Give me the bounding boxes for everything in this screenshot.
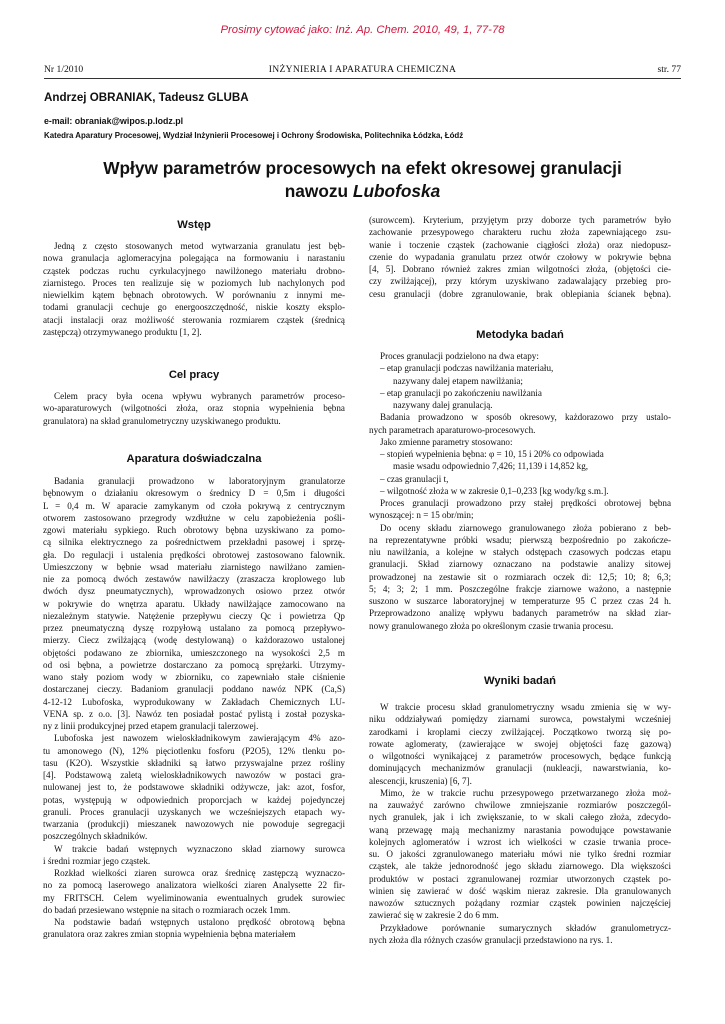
- header-rule: [44, 78, 681, 79]
- text-line: cesu granulacji (dobre zgranulowanie, brak oblepiania ścianek bębna).: [369, 288, 671, 299]
- text-line: my FRITSCH. Celem wyeliminowania ewentualnych grudek surowiec: [43, 892, 345, 903]
- text-line: tasu (K2O). Wszystkie składniki są łatwo przyswajalne przez rośliny: [43, 757, 345, 768]
- heading-wstep: Wstęp: [177, 219, 211, 231]
- text-line: masie wsadu odpowiednio 7,426; 11,139 i 14,852 kg,: [393, 461, 589, 472]
- text-line: Celem pracy była ocena wpływu wybranych parametrów proceso-: [54, 391, 345, 401]
- text-line: o wilgotności wynikającej z parametrów procesowych, będące funkcją: [369, 751, 671, 761]
- text-line: Umieszczony w bębnie wsad materiału ziarnistego nawilżano zamien-: [43, 561, 345, 572]
- text-line: dwóch dysz pneumatycznych), wprowadzonych osiowo przez otwór: [43, 586, 345, 597]
- text-line: [4]. Podstawową zaletą wieloskładnikowych nawozów w postaci gra-: [43, 770, 345, 780]
- text-line: Rozkład wielkości ziaren surowca oraz średnicę zastępczą wyznaczo-: [54, 868, 345, 878]
- citation-note: Prosimy cytować jako: Inż. Ap. Chem. 2010, 49, 1, 77-78: [220, 24, 505, 36]
- text-line: wynoszącej: n = 15 obr/min;: [369, 510, 474, 521]
- text-line: Proces granulacji prowadzono przy stałej prędkości obrotowej bębna: [380, 498, 671, 508]
- text-line: suszono w suszarce laboratoryjnej w temperaturze 95 C przez czas 24 h.: [369, 596, 671, 606]
- text-line: nulowanej jest to, że podstawowe składniki odżywcze, jak: azot, fosfor,: [43, 782, 345, 793]
- text-line: nowy granulowanego złoża po określonym czasie trwania procesu.: [369, 620, 614, 631]
- text-line: nawozów sztucznych pożądany rozmiar cząstek powinien najczęściej: [369, 898, 671, 908]
- text-line: todami granulacji cechuje go energooszczędność, niskie koszty eksplo-: [43, 302, 345, 313]
- text-line: poszczególnych składników.: [43, 831, 148, 842]
- text-line: Badania prowadzono w sposób okresowy, każdorazowo przy ustalo-: [380, 412, 671, 423]
- text-line: – stopień wypełnienia bębna: φ = 10, 15 i 20% co odpowiada: [380, 449, 604, 459]
- paragraph-cel: [43, 390, 345, 427]
- text-line: Do oceny składu ziarnowego granulowanego złoża pobierano z beb-: [380, 522, 671, 533]
- paper-title: [60, 157, 665, 203]
- text-line: otworem zastosowano przegrody wzdłużne w celu zapobieżenia pośli-: [43, 512, 345, 523]
- text-line: W trakcie badań wstępnych wyznaczono skład ziarnowy surowca: [54, 843, 345, 854]
- text-line: granulacji. Skład ziarnowy oznaczano na podstawie analizy sitowej: [369, 559, 671, 570]
- title-line-1: Wpływ parametrów procesowych na efekt okresowej granulacji: [103, 158, 622, 178]
- text-line: no za pomocą laserowego analizatora wielkości ziaren Analysette 22 fir-: [43, 880, 345, 891]
- text-line: ziarnistego. Proces ten realizuje się w poziomych lub nachylonych pod: [43, 277, 345, 288]
- text-line: Lubofoska jest nawozem wieloskładnikowym zawierającym 4% azo-: [54, 733, 345, 744]
- text-line: Przykładowe porównanie sumarycznych składów granulometrycz-: [380, 922, 671, 933]
- text-line: granulatora) na skład granulometryczny uzyskiwanego produktu.: [43, 415, 281, 426]
- text-line: objętości podawano ze zbiornika, umieszczonego na wysokości 2,5 m: [43, 647, 345, 658]
- text-line: cą silnika elektrycznego za pośrednictwem przekładni pasowej i sprzę-: [43, 537, 345, 548]
- text-line: prowadzonej na zestawie sit o rozmiarach oczek di: 12,5; 10; 8; 6,3;: [369, 571, 671, 582]
- text-line: – etap granulacji po zakończeniu nawilżania: [380, 387, 542, 398]
- text-line: 4-12-12 Lubofoska, wyprodukowany w Zakładach Chemicznych LU-: [43, 696, 345, 707]
- text-line: kolejnych aglomeratów i wzrost ich wielkości w czasie trwania proce-: [369, 836, 671, 847]
- text-line: na zauważyć zarówno chwilowe zmniejszanie rozmiarów poszczegól-: [369, 800, 671, 810]
- text-line: do badań przesiewano wstępnie na sitach o rozmiarach oczek 1mm.: [43, 904, 291, 915]
- heading-wyniki: Wyniki badań: [484, 675, 556, 687]
- title-line-2-prefix: nawozu: [284, 181, 353, 201]
- text-line: – czas granulacji t,: [380, 473, 449, 484]
- text-line: czy zwilżającej), przy którym uzyskiwano zadawalający przebieg pro-: [369, 276, 671, 287]
- text-line: cząstek, ale także jednorodność jego składu ziarnowego. Dla większości: [369, 861, 671, 872]
- text-line: niewielkim kątem bębnach obrotowych. W porównaniu z innymi me-: [43, 290, 345, 300]
- text-line: niezależnym statywie. Natężenie przepływu cieczy Qc i powietrza Qp: [43, 610, 345, 621]
- text-line: Badania granulacji prowadzono w laboratoryjnym granulatorze: [54, 476, 345, 486]
- text-line: L = 0,4 m. W aparacie zamykanym od czoła pokrywą z centrycznym: [43, 500, 345, 511]
- text-line: alescencji, kruszenia) [6, 7].: [369, 775, 472, 786]
- paragraph-intro-continued: [369, 214, 671, 300]
- text-line: wo-aparaturowych (wilgotności złoża, oraz stopnia wypełnienia bębna: [43, 403, 345, 414]
- text-line: potas, występują w odpowiednich proporcjach w każdej pojedynczej: [43, 794, 345, 805]
- text-line: ny z linii produkcyjnej przed etapem granulacji talerzowej.: [43, 721, 259, 731]
- text-line: su. O jakości zgranulowanego materiału mówi nie tylko średni rozmiar: [369, 849, 671, 859]
- text-line: niu nawilżania, a kolejne w stałych odstępach czasowych podczas etapu: [369, 547, 671, 557]
- heading-metodyka: Metodyka badań: [476, 329, 564, 341]
- text-line: W trakcie procesu skład granulometryczny wsadu zmienia się w wy-: [380, 702, 671, 712]
- text-line: 5; 4; 3; 2; 1 mm. Poszczególne frakcje ziarnowe ważono, a następnie: [369, 583, 671, 594]
- text-line: zgowi materiału sypkiego. Ruch obrotowy bębna uzyskiwano za pomo-: [43, 525, 345, 535]
- text-line: granulatora oraz zakres zmian stopnia wypełnienia bębna materiałem: [43, 929, 296, 940]
- text-line: w pokrywie do wnętrza aparatu. Układy nawilżające zamocowano na: [43, 598, 345, 609]
- text-line: VENA sp. z o.o. [3]. Nawóz ten posiadał postać pylistą i został pozyska-: [43, 708, 345, 719]
- text-line: zastępczą) otrzymywanego produktu [1, 2].: [43, 326, 202, 337]
- text-line: produktów w postaci zgranulowanej rozmiar utworzonych cząstek po-: [369, 873, 671, 884]
- page-number: str. 77: [657, 64, 681, 75]
- text-line: zachowanie przesypowego charakteru ruchu złoża zapewniającego zsu-: [369, 227, 671, 238]
- text-line: tu amonowego (N), 12% pięciotlenku fosforu (P2O5), 12% tlenku po-: [43, 745, 345, 756]
- text-line: nazywany dalej etapem nawilżania;: [393, 375, 523, 386]
- heading-aparatura: Aparatura doświadczalna: [126, 453, 262, 465]
- authors: Andrzej OBRANIAK, Tadeusz GLUBA: [44, 91, 249, 104]
- journal-name: INŻYNIERIA I APARATURA CHEMICZNA: [268, 64, 457, 75]
- text-line: mierzy. Ciecz zwilżającą (wodę destylowaną) o każdorazowo ustalonej: [43, 635, 345, 646]
- text-line: rowate aglomeraty, (zawierające w swojej objętości fazę gazową): [369, 738, 671, 749]
- text-line: niku oddziaływań pomiędzy ziarnami surowca, powstałymi wcześniej: [369, 714, 671, 725]
- text-line: nowa granulacja aglomeracyjna polegająca na formowaniu i narastaniu: [43, 253, 345, 264]
- text-line: – etap granulacji podczas nawilżania materiału,: [380, 363, 554, 374]
- issue-number: Nr 1/2010: [44, 64, 84, 75]
- text-line: Na podstawie badań wstępnych ustalono prędkość obrotową bębna: [54, 917, 345, 927]
- text-line: [4, 5]. Dobrano również zakres zmian wilgotności złoża, (objętości cie-: [369, 264, 671, 274]
- text-line: waną przewagę mają mechanizmy narastania powodujące powstawanie: [369, 824, 671, 835]
- text-line: nych granulek, jak i ich zwiększanie, to w skali całego złoża, zdecydo-: [369, 812, 671, 823]
- title-line-2-italic: Lubofoska: [352, 181, 441, 201]
- text-line: atacji instalacji oraz możliwość sterowania rozmiarem cząstek (średnicą: [43, 314, 345, 325]
- text-line: wanie i toczenie cząstek (zachowanie ciągłości złoża) oraz niedopusz-: [369, 239, 671, 250]
- affiliation: Katedra Aparatury Procesowej, Wydział Inżynierii Procesowej i Ochrony Środowiska, Politechnika Łódzka, Łódź: [44, 131, 464, 140]
- text-line: – wilgotność złoża w w zakresie 0,1–0,233 [kg wody/kg s.m.].: [380, 485, 609, 496]
- heading-cel: Cel pracy: [168, 369, 220, 381]
- author-email: e-mail: obraniak@wipos.p.lodz.pl: [44, 116, 184, 126]
- paragraph-wyniki: [369, 701, 671, 946]
- paragraph-wstep: [43, 240, 345, 338]
- text-line: wano stały poziom wody w zbiorniku, co zapewniało stałe ciśnienie: [43, 672, 345, 682]
- text-line: granuli. Proces granulacji uzyskanych we wcześniejszych etapach wy-: [43, 806, 345, 817]
- text-line: i średni rozmiar jego cząstek.: [43, 855, 151, 866]
- text-line: nych parametrach aparaturowo-procesowych.: [369, 424, 536, 435]
- text-line: nazywany dalej granulacją.: [393, 400, 493, 410]
- text-line: czenie do wypadania granulatu przez otwór czołowy w pokrywie bębna: [369, 251, 671, 262]
- text-line: twarzania (produkcji) mieszanek nawozowych nie powoduje segregacji: [43, 819, 345, 829]
- text-line: dominujących mechanizmów granulacji (nukleacji, nawarstwiania, ko-: [369, 763, 671, 774]
- paragraph-metodyka: [369, 350, 671, 632]
- text-line: Przeprowadzono analizę wpływu badanych parametrów na skład ziar-: [369, 608, 671, 619]
- text-line: Proces granulacji podzielono na dwa etapy:: [380, 351, 539, 361]
- text-line: zawierać się w zakresie 2 do 6 mm.: [369, 910, 499, 921]
- text-line: winien się zawierać w dość wąskim nieraz zakresie. Dla granulowanych: [369, 885, 671, 896]
- text-line: (surowcem). Kryterium, przyjętym przy doborze tych parametrów było: [369, 215, 671, 225]
- text-line: na reprezentatywne próbki wsadu; pierwszą bezpośrednio po zakończe-: [369, 534, 671, 545]
- text-line: gła. Do regulacji i ustalenia prędkości obrotowej zastosowano falownik.: [43, 549, 345, 560]
- text-line: dostarczanej cieczy. Badaniom granulacji poddano nawóz NPK (Ca,S): [43, 684, 345, 695]
- text-line: cząstek podczas ruchu cyrkulacyjnego nawilżonego materiału drobno-: [43, 265, 345, 276]
- text-line: nie za pomocą dwóch zestawów nawilżaczy (zraszacza kroplowego lub: [43, 574, 345, 584]
- text-line: Mimo, że w trakcie ruchu przesypowego przetwarzanego złoża moż-: [380, 787, 671, 798]
- text-line: zarodkami i kroplami cieczy zwilżającej. Początkowo tworzą się po-: [369, 726, 671, 737]
- text-line: Jedną z często stosowanych metod wytwarzania granulatu jest bęb-: [54, 241, 345, 251]
- paragraph-aparatura: [43, 475, 345, 941]
- text-line: Jako zmienne parametry stosowano:: [380, 436, 513, 447]
- text-line: nych złoża dla różnych czasów granulacji przedstawiono na rys. 1.: [369, 934, 613, 945]
- text-line: przez pneumatyczną dyszę rozpyłową ustalano za pomocą przepływo-: [43, 623, 345, 633]
- text-line: od osi bębna, a powietrze dostarczano za pomocą sprężarki. Utrzymy-: [43, 659, 345, 670]
- text-line: bębnowym o działaniu okresowym o średnicy D = 0,5m i długości: [43, 488, 345, 499]
